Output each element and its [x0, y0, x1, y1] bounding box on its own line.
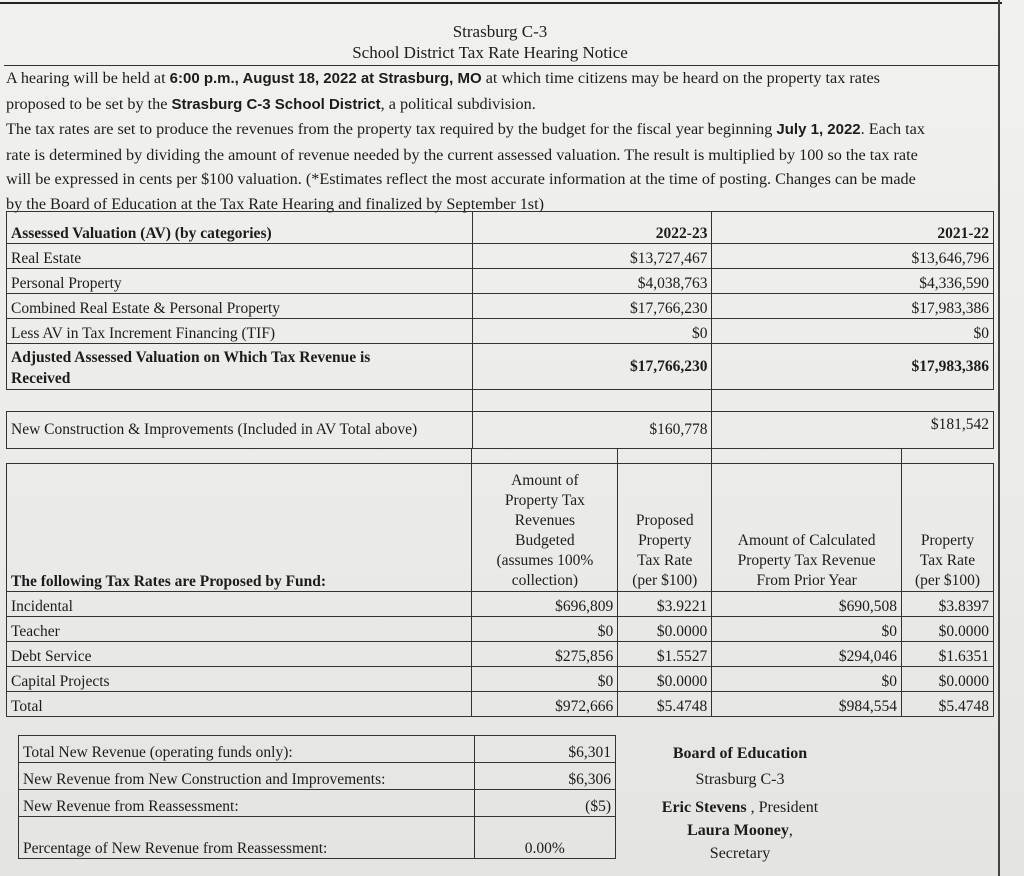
table-row	[7, 592, 994, 617]
proposed-rate: $0.0000	[618, 617, 712, 642]
budget-value: $696,809	[472, 592, 618, 617]
intro-text: proposed to be set by the	[6, 94, 172, 113]
table-row	[7, 294, 994, 319]
top-border	[0, 2, 1002, 4]
spacer-cell	[7, 390, 473, 412]
table-row	[7, 269, 994, 294]
table-row	[7, 642, 994, 667]
header-line: Budgeted	[515, 532, 575, 549]
header-line: Proposed	[635, 512, 694, 529]
calculated-revenue: $0	[712, 617, 902, 642]
proposed-rate: $5.4748	[618, 692, 712, 717]
fund-name: Debt Service	[7, 642, 472, 667]
calculated-revenue-column-header	[712, 464, 902, 592]
prior-rate: $0.0000	[902, 617, 994, 642]
spacer-cell	[712, 390, 994, 412]
budget-column-header	[472, 464, 618, 592]
fund-name: Incidental	[7, 592, 472, 617]
calculated-revenue: $690,508	[712, 592, 902, 617]
spacer-row	[7, 449, 994, 464]
budget-value: $972,666	[472, 692, 618, 717]
col-2022-23: 2022-23	[472, 212, 712, 244]
spacer-cell	[7, 449, 472, 464]
spacer-cell	[472, 390, 712, 412]
header-line: Revenues	[514, 512, 575, 529]
adjusted-av-label	[7, 344, 473, 390]
header-line: Amount of	[511, 472, 579, 489]
secretary-title: Secretary	[709, 845, 771, 862]
intro-text: by the Board of Education at the Tax Rate Hearing and finalized by September 1st)	[6, 194, 544, 213]
assessed-valuation-table	[6, 211, 994, 449]
proposed-rate: $3.9221	[618, 592, 712, 617]
row-label: Less AV in Tax Increment Financing (TIF)	[7, 319, 473, 344]
calculated-revenue: $0	[712, 667, 902, 692]
board-heading: Board of Education	[672, 745, 808, 762]
spacer-row	[7, 390, 994, 412]
calculated-revenue: $984,554	[712, 692, 902, 717]
header-line: (per $100)	[915, 572, 981, 589]
revenue-label: New Revenue from Reassessment:	[19, 790, 475, 817]
revenue-label: Percentage of New Revenue from Reassessment:	[19, 817, 475, 859]
notice-title: School District Tax Rate Hearing Notice	[352, 43, 628, 62]
value-current: $4,038,763	[472, 269, 712, 294]
new-revenue-table	[18, 735, 616, 859]
adjusted-av-prior: $17,983,386	[712, 344, 994, 390]
adjusted-av-label-line2: Received	[11, 370, 71, 387]
proposed-rate: $1.5527	[618, 642, 712, 667]
spacer-cell	[472, 449, 618, 464]
adjusted-av-current: $17,766,230	[472, 344, 712, 390]
table-row	[7, 244, 994, 269]
spacer-cell	[712, 449, 902, 464]
spacer-cell	[902, 449, 994, 464]
table-row	[19, 763, 616, 790]
intro-text: at which time citizens may be heard on the property tax rates	[481, 69, 880, 87]
value-prior: $4,336,590	[712, 269, 994, 294]
prior-rate: $5.4748	[902, 692, 994, 717]
hearing-datetime-location: 6:00 p.m., August 18, 2022 at Strasburg, MO	[169, 70, 482, 87]
fund-name: Teacher	[7, 617, 472, 642]
right-border	[998, 0, 1000, 876]
av-header-label: Assessed Valuation (AV) (by categories)	[7, 212, 473, 244]
fiscal-year-start: July 1, 2022	[776, 121, 861, 138]
value-prior: $17,983,386	[712, 294, 994, 319]
new-construction-current: $160,778	[472, 412, 712, 449]
value-current: $13,727,467	[472, 244, 712, 269]
table-row	[7, 617, 994, 642]
revenue-value: ($5)	[474, 790, 615, 817]
prior-rate: $1.6351	[902, 642, 994, 667]
header-line: (assumes 100%	[496, 552, 594, 569]
total-row	[7, 692, 994, 717]
revenue-label: New Revenue from New Construction and Improvements:	[19, 763, 475, 790]
district-title: Strasburg C-3	[452, 22, 548, 41]
value-current: $0	[472, 319, 712, 344]
district-name: Strasburg C-3 School District	[171, 95, 381, 113]
row-label: Combined Real Estate & Personal Property	[7, 294, 473, 319]
header-line: Property Tax Revenue	[737, 552, 876, 569]
header-line: (per $100)	[632, 572, 698, 589]
row-label: Personal Property	[7, 269, 473, 294]
revenue-label: Total New Revenue (operating funds only):	[19, 736, 475, 763]
prior-rate: $0.0000	[902, 667, 994, 692]
president-name: Eric Stevens	[661, 799, 747, 816]
intro-paragraph	[6, 66, 996, 216]
proposed-rate: $0.0000	[618, 667, 712, 692]
intro-text: The tax rates are set to produce the revenues from the property tax required by the budget for the fiscal year beginning	[6, 120, 777, 138]
secretary-name: Laura Mooney	[687, 822, 789, 839]
adjusted-av-label-line1: Adjusted Assessed Valuation on Which Tax Revenue is	[11, 349, 371, 366]
intro-text: , a political subdivision.	[380, 94, 536, 113]
table-row	[19, 736, 616, 763]
header-line: collection)	[511, 572, 579, 589]
revenue-value: $6,301	[474, 736, 615, 763]
header-line: Tax Rate	[637, 552, 693, 569]
calculated-revenue: $294,046	[712, 642, 902, 667]
value-prior: $0	[712, 319, 994, 344]
table-row	[19, 790, 616, 817]
revenue-value: 0.00%	[474, 817, 615, 859]
header-line: Property Tax	[504, 492, 585, 509]
board-district: Strasburg C-3	[695, 771, 785, 788]
spacer-cell	[618, 449, 712, 464]
fund-table-header	[7, 464, 994, 592]
intro-text: A hearing will be held at	[6, 69, 170, 87]
header-line: Amount of Calculated	[737, 532, 876, 549]
adjusted-av-row	[7, 344, 994, 390]
budget-value: $0	[472, 617, 618, 642]
budget-value: $275,856	[472, 642, 618, 667]
prior-rate-column-header	[902, 464, 994, 592]
prior-rate: $3.8397	[902, 592, 994, 617]
header-line: From Prior Year	[756, 572, 857, 589]
board-signature-block	[620, 742, 860, 865]
fund-header-label: The following Tax Rates are Proposed by Fund:	[7, 464, 472, 592]
col-2021-22: 2021-22	[712, 212, 994, 244]
table-row	[7, 319, 994, 344]
proposed-rate-column-header	[618, 464, 712, 592]
new-construction-row	[7, 412, 994, 449]
value-prior: $13,646,796	[712, 244, 994, 269]
intro-text: rate is determined by dividing the amount of revenue needed by the current assessed valuation. The result is multiplied by 100 so the tax rate	[6, 145, 918, 164]
president-title: , President	[746, 799, 819, 816]
header-line: Property	[920, 532, 975, 549]
header-line: Tax Rate	[919, 552, 976, 569]
new-construction-label: New Construction & Improvements (Included in AV Total above)	[7, 412, 473, 449]
row-label: Real Estate	[7, 244, 473, 269]
budget-value: $0	[472, 667, 618, 692]
secretary-line: Laura Mooney,	[687, 822, 793, 839]
intro-text: will be expressed in cents per $100 valuation. (*Estimates reflect the most accurate information at the time of posting. Changes can be made	[6, 170, 916, 188]
fund-name: Total	[7, 692, 472, 717]
table-row	[19, 817, 616, 859]
value-current: $17,766,230	[472, 294, 712, 319]
new-construction-prior: $181,542	[712, 412, 994, 449]
president-line	[620, 796, 860, 819]
table-row	[7, 667, 994, 692]
fund-tax-rate-table	[6, 448, 994, 717]
header-line: Property	[638, 532, 692, 549]
intro-text: . Each tax	[860, 120, 925, 138]
revenue-value: $6,306	[474, 763, 615, 790]
fund-name: Capital Projects	[7, 667, 472, 692]
